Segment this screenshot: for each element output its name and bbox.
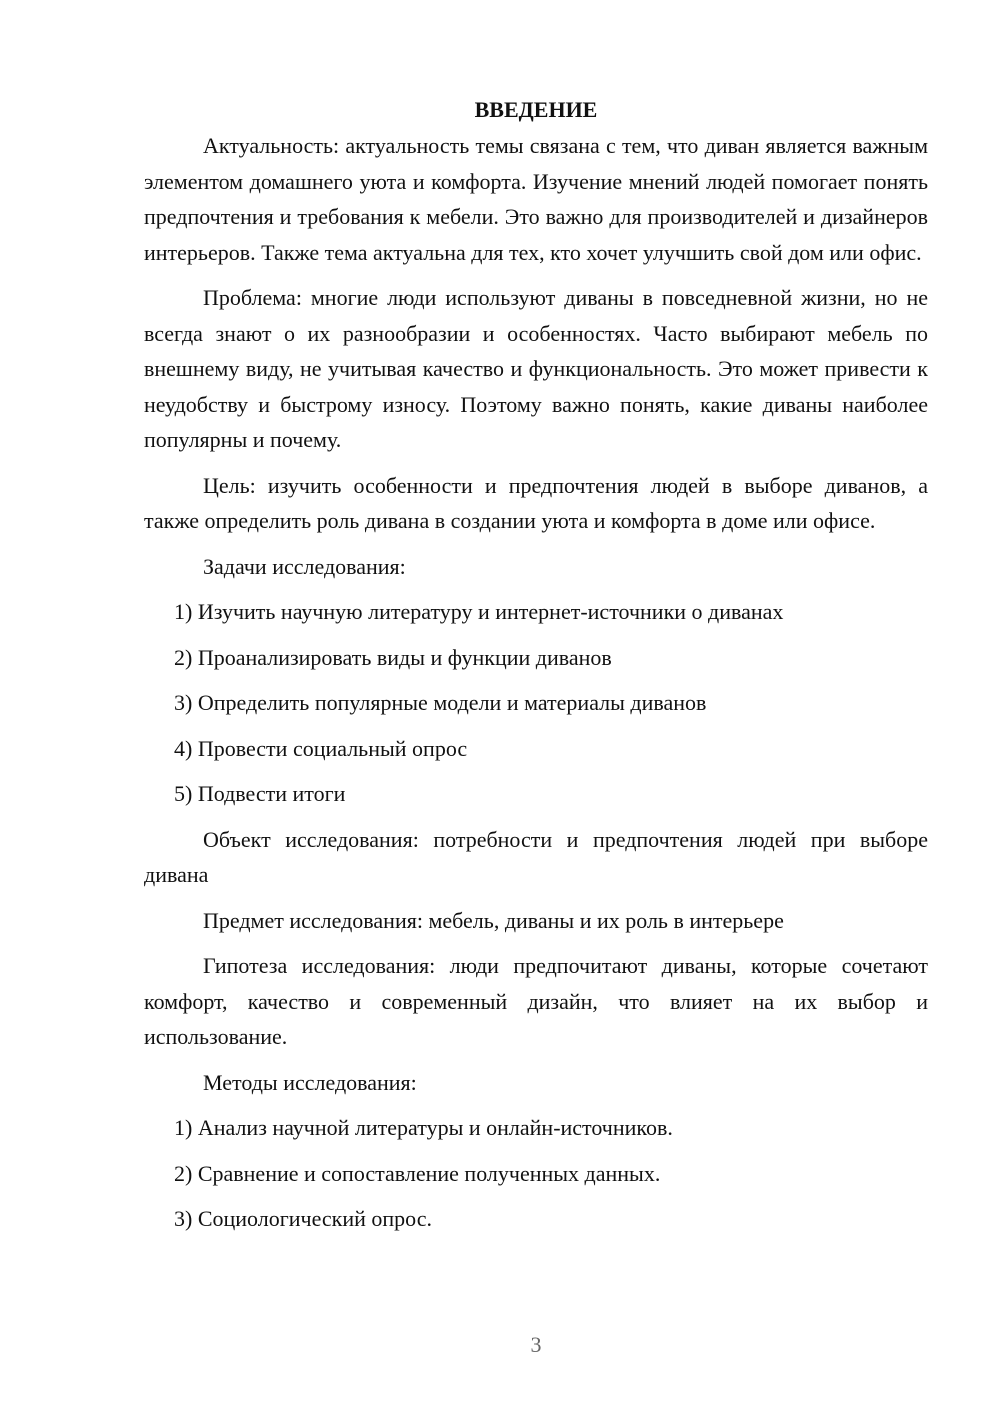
list-item: 1) Изучить научную литературу и интернет-источники о диванах — [174, 599, 784, 624]
goal-paragraph: Цель: изучить особенности и предпочтения людей в выборе диванов, а также определить роль дивана в создании уюта и комфорта в доме или офисе. — [144, 472, 928, 533]
hypothesis-paragraph: Гипотеза исследования: люди предпочитают диваны, которые сочетают комфорт, качество и современный дизайн, что влияет на их выбор и использование. — [144, 953, 928, 1049]
relevance-paragraph: Актуальность: актуальность темы связана с тем, что диван является важным элементом домашнего уюта и комфорта. Изучение мнений людей помогает понять предпочтения и требования к мебели. Это важно для производителей и дизайнеров интерьеров. Также тема актуальна для тех, кто хочет улучшить свой дом или офис. — [144, 133, 928, 265]
list-item: 4) Провести социальный опрос — [174, 735, 468, 761]
list-item: 3) Определить популярные модели и материалы диванов — [174, 690, 707, 715]
list-item: 3) Социологический опрос. — [174, 1206, 432, 1231]
list-item: 1) Анализ научной литературы и онлайн-источников. — [174, 1115, 673, 1140]
tasks-list — [144, 594, 928, 812]
subject-paragraph: Предмет исследования: мебель, диваны и их роль в интерьере — [203, 907, 784, 933]
tasks-heading: Задачи исследования: — [203, 553, 406, 579]
object-paragraph: Объект исследования: потребности и предпочтения людей при выборе дивана — [144, 826, 928, 887]
page-number: 3 — [530, 1332, 542, 1357]
page-title: ВВЕДЕНИЕ — [474, 97, 598, 122]
methods-list — [144, 1110, 928, 1237]
problem-paragraph: Проблема: многие люди используют диваны в повседневной жизни, но не всегда знают о их разнообразии и особенностях. Часто выбирают мебель по внешнему виду, не учитывая качество и функциональность. Это может привести к неудобству и быстрому износу. Поэтому важно понять, какие диваны наиболее популярны и почему. — [144, 285, 928, 452]
list-item: 2) Проанализировать виды и функции диванов — [174, 644, 612, 670]
document-page — [144, 92, 928, 1247]
list-item: 2) Сравнение и сопоставление полученных данных. — [174, 1160, 661, 1186]
list-item: 5) Подвести итоги — [174, 781, 346, 806]
methods-heading: Методы исследования: — [203, 1069, 417, 1095]
